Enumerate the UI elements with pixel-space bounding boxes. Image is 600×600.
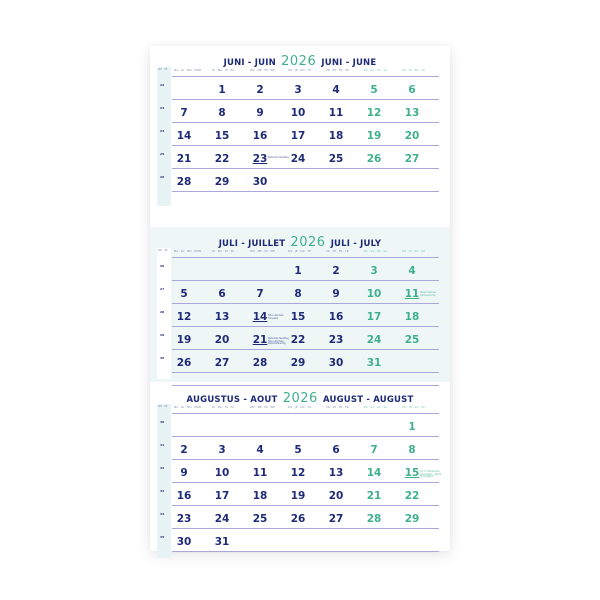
day-cell: 27: [214, 357, 230, 369]
day-cell: 25: [252, 513, 268, 525]
weekday-label: DI · MA · DI · TU: [212, 406, 235, 409]
weekday-header-row: [157, 250, 439, 256]
week-number: 29: [160, 333, 165, 337]
day-cell: 12: [176, 311, 192, 323]
day-cell: 10: [366, 288, 382, 300]
weekday-label: WO · ME · MI · WE: [250, 250, 275, 253]
day-cell: 12: [366, 107, 382, 119]
day-cell: 17: [214, 490, 230, 502]
weekday-label: ZA · SA · SA · SA: [364, 69, 388, 72]
week-rule: [172, 122, 439, 123]
week-rule: [172, 168, 439, 169]
weekday-label: WO · ME · MI · WE: [250, 69, 275, 72]
week-number: 34: [160, 512, 165, 516]
day-cell: 15: [404, 467, 420, 479]
week-number: 24: [160, 129, 165, 133]
day-cell: 27: [328, 513, 344, 525]
title-left: JULI - JUILLET: [218, 239, 286, 249]
day-cell: 23: [176, 513, 192, 525]
holiday-note: Nationale feestdag: [268, 156, 289, 159]
day-cell: 30: [252, 176, 268, 188]
header-rule: [172, 257, 439, 258]
week-number: 23: [160, 106, 165, 110]
week-number: 33: [160, 489, 165, 493]
day-cell: 16: [252, 130, 268, 142]
month-july: [150, 227, 450, 382]
day-cell: 9: [332, 288, 340, 300]
week-number: 27: [160, 287, 165, 291]
header-rule: [172, 76, 439, 77]
week-rule: [172, 482, 439, 483]
day-cell: 4: [332, 84, 340, 96]
week-rule: [172, 372, 439, 373]
title-year: 2026: [290, 235, 326, 250]
day-cell: 21: [176, 153, 192, 165]
weekday-header-row: [157, 406, 439, 412]
day-cell: 6: [408, 84, 416, 96]
day-cell: 4: [408, 265, 416, 277]
day-cell: 20: [214, 334, 230, 346]
week-number-column: [157, 67, 171, 206]
week-number: 22: [160, 83, 165, 87]
day-cell: 14: [176, 130, 192, 142]
day-cell: 7: [370, 444, 378, 456]
day-cell: 18: [328, 130, 344, 142]
week-rule: [172, 436, 439, 437]
day-cell: 22: [404, 490, 420, 502]
week-rule: [172, 99, 439, 100]
month-title: [150, 235, 450, 250]
day-cell: 26: [366, 153, 382, 165]
day-cell: 11: [252, 467, 268, 479]
week-header: WK · SE: [158, 68, 168, 71]
weekday-label: MA · LU · MO · MON: [174, 406, 201, 409]
title-left: AUGUSTUS - AOUT: [186, 395, 278, 405]
week-number: 35: [160, 535, 165, 539]
day-cell: 6: [332, 444, 340, 456]
day-cell: 15: [290, 311, 306, 323]
week-rule: [172, 326, 439, 327]
title-left: JUNI - JUIN: [223, 58, 276, 68]
week-rule: [172, 528, 439, 529]
day-cell: 18: [404, 311, 420, 323]
day-cell: 31: [366, 357, 382, 369]
day-cell: 5: [370, 84, 378, 96]
day-cell: 13: [214, 311, 230, 323]
weekday-header-row: [157, 69, 439, 75]
weekday-label: ZA · SA · SA · SA: [364, 250, 388, 253]
day-cell: 5: [294, 444, 302, 456]
day-cell: 17: [290, 130, 306, 142]
day-cell: 13: [328, 467, 344, 479]
day-cell: 9: [180, 467, 188, 479]
week-header: WK · SE: [158, 249, 168, 252]
day-cell: 17: [366, 311, 382, 323]
day-cell: 16: [328, 311, 344, 323]
week-rule: [172, 280, 439, 281]
day-cell: 29: [214, 176, 230, 188]
day-cell: 22: [290, 334, 306, 346]
day-cell: 2: [180, 444, 188, 456]
day-cell: 21: [366, 490, 382, 502]
week-rule: [172, 191, 439, 192]
weekday-label: ZO · DI · SO · SU: [402, 69, 425, 72]
day-cell: 18: [252, 490, 268, 502]
day-cell: 11: [404, 288, 420, 300]
week-number: 31: [160, 443, 165, 447]
weekday-label: WO · ME · MI · WE: [250, 406, 275, 409]
week-number: 26: [160, 175, 165, 179]
calendar-sheet: [150, 46, 450, 551]
weekday-label: ZA · SA · SA · SA: [364, 406, 388, 409]
holiday-note: O.L.V. Hemelvaart · Assomption · Mariä Himmelfahrt: [420, 470, 442, 479]
day-cell: 5: [180, 288, 188, 300]
day-cell: 2: [332, 265, 340, 277]
day-cell: 4: [256, 444, 264, 456]
month-august: [150, 383, 450, 551]
weekday-label: VR · VE · FR · FR: [326, 69, 349, 72]
weekday-label: MA · LU · MO · MON: [174, 69, 201, 72]
day-cell: 19: [290, 490, 306, 502]
title-right: JULI - JULY: [330, 239, 382, 249]
week-number: 25: [160, 152, 165, 156]
day-cell: 26: [290, 513, 306, 525]
day-cell: 28: [176, 176, 192, 188]
week-header: WK · SE: [158, 405, 168, 408]
day-cell: 16: [176, 490, 192, 502]
day-cell: 22: [214, 153, 230, 165]
holiday-note: Nationale feestdag · Fête nationale · Nationalfeiertag: [268, 337, 291, 346]
title-year: 2026: [282, 391, 318, 406]
day-cell: 20: [404, 130, 420, 142]
week-rule: [172, 145, 439, 146]
weekday-label: VR · VE · FR · FR: [326, 250, 349, 253]
week-number: 26: [160, 264, 165, 268]
day-cell: 19: [176, 334, 192, 346]
weekday-label: VR · VE · FR · FR: [326, 406, 349, 409]
day-cell: 28: [366, 513, 382, 525]
weekday-label: ZO · DI · SO · SU: [402, 406, 425, 409]
day-cell: 29: [404, 513, 420, 525]
day-cell: 1: [408, 421, 416, 433]
day-cell: 1: [294, 265, 302, 277]
day-cell: 23: [252, 153, 268, 165]
day-cell: 12: [290, 467, 306, 479]
day-cell: 28: [252, 357, 268, 369]
day-cell: 24: [214, 513, 230, 525]
day-cell: 19: [366, 130, 382, 142]
day-cell: 1: [218, 84, 226, 96]
week-number: 30: [160, 420, 165, 424]
month-title: [150, 391, 450, 406]
title-right: JUNI - JUNE: [321, 58, 377, 68]
title-year: 2026: [281, 54, 317, 69]
day-cell: 13: [404, 107, 420, 119]
week-rule: [172, 303, 439, 304]
week-rule: [172, 349, 439, 350]
day-cell: 14: [252, 311, 268, 323]
day-cell: 3: [218, 444, 226, 456]
day-cell: 11: [328, 107, 344, 119]
day-cell: 20: [328, 490, 344, 502]
day-cell: 9: [256, 107, 264, 119]
header-rule: [172, 413, 439, 414]
day-cell: 31: [214, 536, 230, 548]
day-cell: 30: [328, 357, 344, 369]
weekday-label: DO · JE · DO · TH: [288, 69, 312, 72]
day-cell: 27: [404, 153, 420, 165]
weekday-label: DI · MA · DI · TU: [212, 69, 235, 72]
day-cell: 8: [408, 444, 416, 456]
week-rule: [172, 505, 439, 506]
day-cell: 24: [366, 334, 382, 346]
day-cell: 14: [366, 467, 382, 479]
holiday-note: Fête nationale française: [268, 314, 284, 320]
day-cell: 21: [252, 334, 268, 346]
weekday-label: MA · LU · MO · MON: [174, 250, 201, 253]
day-cell: 6: [218, 288, 226, 300]
day-cell: 2: [256, 84, 264, 96]
day-cell: 7: [256, 288, 264, 300]
day-cell: 23: [328, 334, 344, 346]
week-rule: [172, 459, 439, 460]
day-cell: 10: [290, 107, 306, 119]
weekday-label: DO · JE · DO · TH: [288, 250, 312, 253]
day-cell: 25: [328, 153, 344, 165]
week-number: 28: [160, 310, 165, 314]
day-cell: 15: [214, 130, 230, 142]
day-cell: 10: [214, 467, 230, 479]
holiday-note: Feest Vlaamse Gemeenschap: [420, 291, 436, 297]
day-cell: 8: [218, 107, 226, 119]
week-rule: [172, 551, 439, 552]
day-cell: 8: [294, 288, 302, 300]
week-number: 30: [160, 356, 165, 360]
day-cell: 3: [370, 265, 378, 277]
day-cell: 25: [404, 334, 420, 346]
title-right: AUGUST - AUGUST: [322, 395, 414, 405]
week-number: 32: [160, 466, 165, 470]
month-june: [150, 46, 450, 226]
day-cell: 24: [290, 153, 306, 165]
weekday-label: DO · JE · DO · TH: [288, 406, 312, 409]
month-title: [150, 54, 450, 69]
day-cell: 30: [176, 536, 192, 548]
day-cell: 3: [294, 84, 302, 96]
weekday-label: ZO · DI · SO · SU: [402, 250, 425, 253]
day-cell: 26: [176, 357, 192, 369]
weekday-label: DI · MA · DI · TU: [212, 250, 235, 253]
day-cell: 29: [290, 357, 306, 369]
day-cell: 7: [180, 107, 188, 119]
